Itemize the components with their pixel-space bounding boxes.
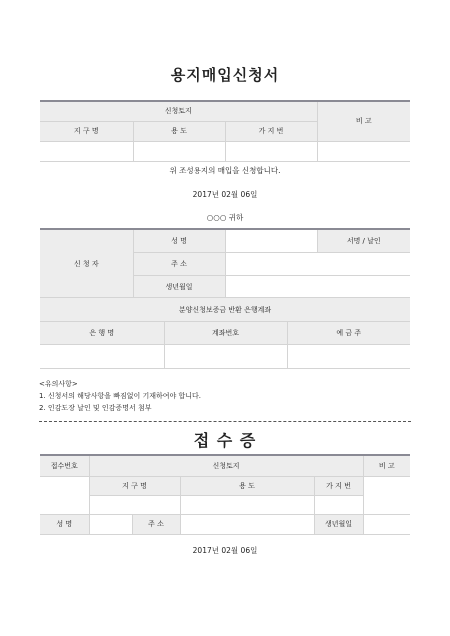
birth-label: 생년월일 — [133, 275, 225, 298]
notes — [39, 378, 201, 414]
receipt-district-header: 지 구 명 — [89, 476, 180, 495]
receipt-address-field[interactable] — [180, 514, 314, 534]
receipt-land-header: 신청토지 — [89, 455, 363, 476]
name-field[interactable] — [225, 229, 317, 252]
receipt-district-field[interactable] — [89, 495, 180, 514]
statement: 위 조성용지의 매입을 신청합니다. — [169, 166, 281, 175]
holder-field[interactable] — [287, 345, 410, 369]
holder-label: 예 금 주 — [287, 322, 410, 345]
note-item: 1. 신청서의 해당사항을 빠짐없이 기재하여야 합니다. — [39, 392, 202, 400]
account-label: 계좌번호 — [164, 322, 287, 345]
lot-header: 가 지 번 — [225, 121, 317, 141]
form-title: 용지매입신청서 — [170, 66, 280, 84]
receipt-birth-field[interactable] — [363, 514, 410, 534]
remarks-cell[interactable] — [317, 141, 410, 161]
receipt-name-field[interactable] — [89, 514, 132, 534]
receipt-lot-field[interactable] — [314, 495, 363, 514]
receipt-table — [40, 454, 410, 535]
receipt-number-label: 접수번호 — [40, 455, 89, 476]
address-label: 주 소 — [133, 252, 225, 275]
receipt-title: 접 수 증 — [193, 431, 257, 450]
receipt-remarks-header: 비 고 — [363, 455, 410, 476]
receipt-date: 2017년 02월 06일 — [192, 546, 258, 555]
receipt-number-field[interactable] — [40, 476, 89, 514]
bank-field[interactable] — [40, 345, 164, 369]
refund-header: 분양신청보증금 반환 은행계좌 — [40, 298, 410, 322]
applicant-table — [40, 228, 410, 298]
district-header: 지 구 명 — [40, 121, 133, 141]
birth-field[interactable] — [225, 275, 410, 298]
form-date: 2017년 02월 06일 — [192, 190, 258, 199]
receipt-address-label: 주 소 — [132, 514, 180, 534]
receipt-birth-label: 생년월일 — [314, 514, 363, 534]
name-label: 성 명 — [133, 229, 225, 252]
receipt-remarks-field[interactable] — [363, 476, 410, 514]
note-item: 2. 인감도장 날인 및 인감증명서 첨부 — [39, 404, 152, 412]
receipt-name-label: 성 명 — [40, 514, 89, 534]
land-table — [40, 100, 410, 162]
usage-header: 용 도 — [133, 121, 225, 141]
district-cell[interactable] — [40, 141, 133, 161]
address-field[interactable] — [225, 252, 410, 275]
cut-line — [39, 421, 411, 422]
addressee: ○○○ 귀하 — [206, 213, 244, 222]
bank-label: 은 행 명 — [40, 322, 164, 345]
usage-cell[interactable] — [133, 141, 225, 161]
applicant-label: 신 청 자 — [40, 229, 133, 298]
refund-table — [40, 297, 410, 369]
receipt-usage-header: 용 도 — [180, 476, 314, 495]
account-field[interactable] — [164, 345, 287, 369]
receipt-lot-header: 가 지 번 — [314, 476, 363, 495]
remarks-header: 비 고 — [317, 101, 410, 141]
land-header: 신청토지 — [40, 101, 317, 121]
notes-heading: <유의사항> — [39, 380, 78, 388]
sign-label: 서명 / 날인 — [317, 229, 410, 252]
receipt-usage-field[interactable] — [180, 495, 314, 514]
lot-cell[interactable] — [225, 141, 317, 161]
